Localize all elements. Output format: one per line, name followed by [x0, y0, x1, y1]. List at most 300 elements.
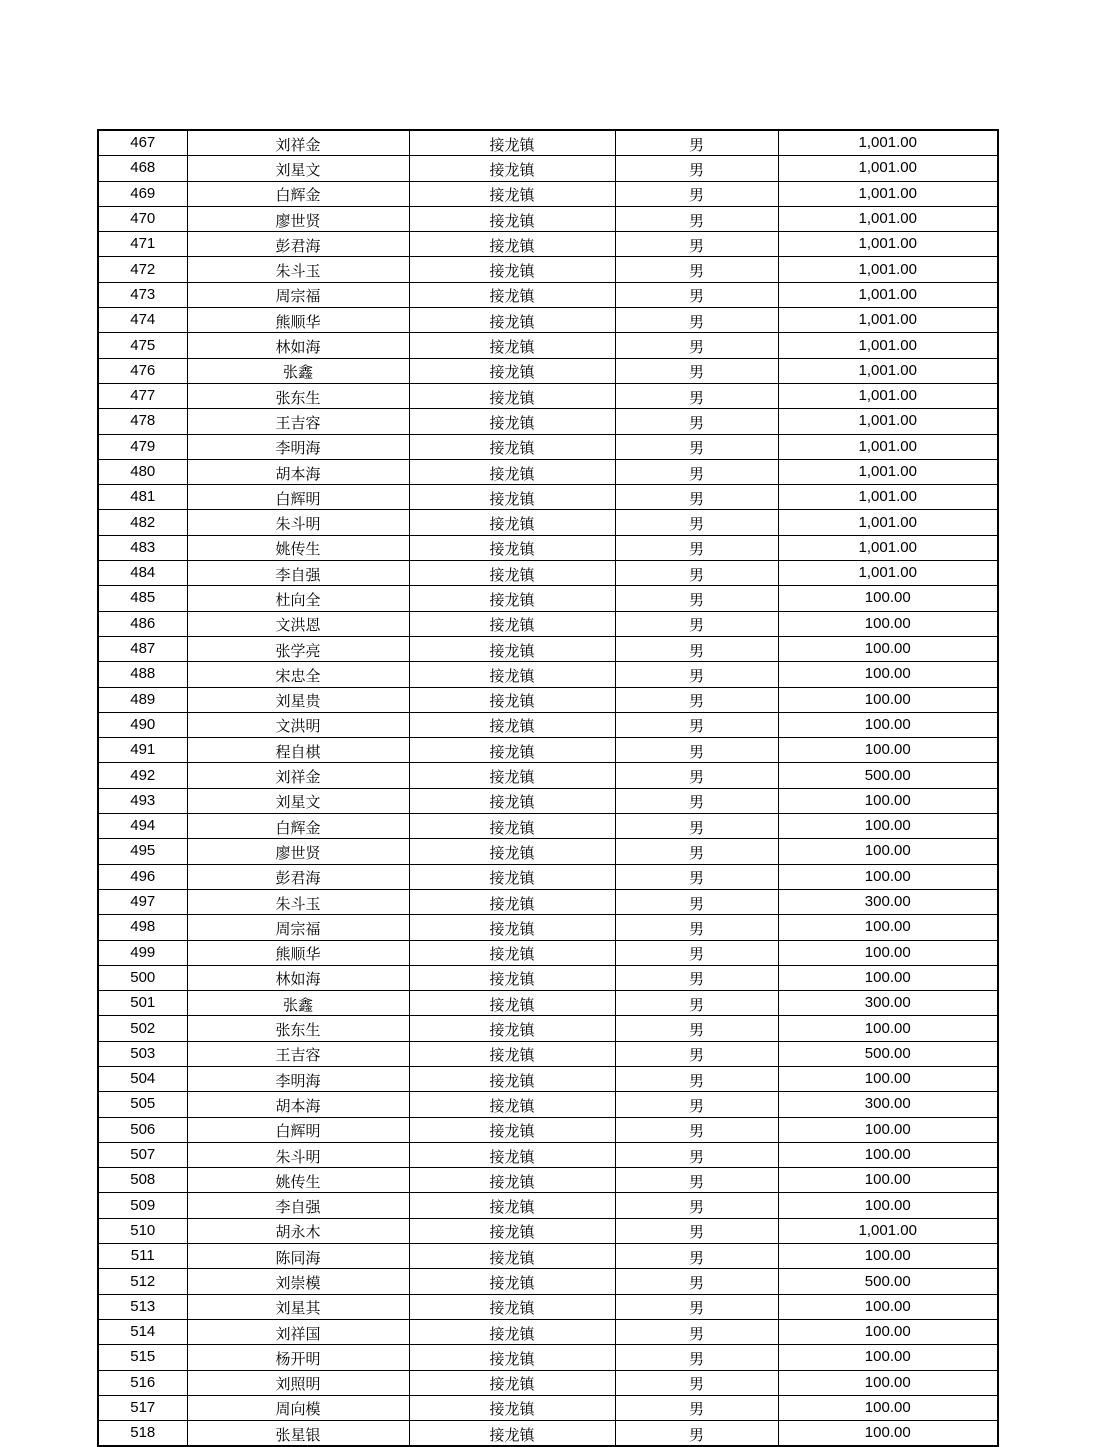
table-row — [98, 181, 998, 206]
name-cell: 陈同海 — [187, 1244, 409, 1269]
town-cell: 接龙镇 — [409, 206, 615, 231]
row-number-cell: 511 — [98, 1244, 187, 1269]
gender-cell: 男 — [615, 1269, 778, 1294]
row-number-cell: 468 — [98, 156, 187, 181]
town-cell: 接龙镇 — [409, 940, 615, 965]
town-cell: 接龙镇 — [409, 1370, 615, 1395]
name-cell: 周宗福 — [187, 915, 409, 940]
name-cell: 朱斗玉 — [187, 889, 409, 914]
name-cell: 周向模 — [187, 1395, 409, 1420]
gender-cell: 男 — [615, 1016, 778, 1041]
name-cell: 白辉金 — [187, 181, 409, 206]
row-number-cell: 492 — [98, 763, 187, 788]
amount-cell: 100.00 — [778, 1117, 998, 1142]
table-row — [98, 864, 998, 889]
gender-cell: 男 — [615, 561, 778, 586]
gender-cell: 男 — [615, 839, 778, 864]
row-number-cell: 515 — [98, 1345, 187, 1370]
table-row — [98, 130, 998, 156]
town-cell: 接龙镇 — [409, 738, 615, 763]
row-number-cell: 504 — [98, 1066, 187, 1091]
row-number-cell: 507 — [98, 1142, 187, 1167]
amount-cell: 100.00 — [778, 1016, 998, 1041]
name-cell: 李自强 — [187, 561, 409, 586]
row-number-cell: 474 — [98, 308, 187, 333]
gender-cell: 男 — [615, 358, 778, 383]
town-cell: 接龙镇 — [409, 156, 615, 181]
gender-cell: 男 — [615, 662, 778, 687]
name-cell: 刘星文 — [187, 156, 409, 181]
row-number-cell: 493 — [98, 788, 187, 813]
table-row — [98, 763, 998, 788]
table-row — [98, 586, 998, 611]
amount-cell: 1,001.00 — [778, 535, 998, 560]
name-cell: 文洪明 — [187, 712, 409, 737]
town-cell: 接龙镇 — [409, 1092, 615, 1117]
name-cell: 廖世贤 — [187, 839, 409, 864]
gender-cell: 男 — [615, 1395, 778, 1420]
town-cell: 接龙镇 — [409, 1395, 615, 1420]
row-number-cell: 485 — [98, 586, 187, 611]
table-row — [98, 1117, 998, 1142]
table-row — [98, 1066, 998, 1091]
amount-cell: 1,001.00 — [778, 1218, 998, 1243]
gender-cell: 男 — [615, 1193, 778, 1218]
town-cell: 接龙镇 — [409, 991, 615, 1016]
name-cell: 熊顺华 — [187, 308, 409, 333]
amount-cell: 1,001.00 — [778, 409, 998, 434]
gender-cell: 男 — [615, 965, 778, 990]
table-row — [98, 358, 998, 383]
amount-cell: 100.00 — [778, 738, 998, 763]
town-cell: 接龙镇 — [409, 485, 615, 510]
gender-cell: 男 — [615, 459, 778, 484]
town-cell: 接龙镇 — [409, 1041, 615, 1066]
town-cell: 接龙镇 — [409, 1117, 615, 1142]
row-number-cell: 490 — [98, 712, 187, 737]
name-cell: 张鑫 — [187, 991, 409, 1016]
gender-cell: 男 — [615, 409, 778, 434]
row-number-cell: 512 — [98, 1269, 187, 1294]
name-cell: 白辉明 — [187, 485, 409, 510]
name-cell: 林如海 — [187, 333, 409, 358]
name-cell: 张东生 — [187, 383, 409, 408]
town-cell: 接龙镇 — [409, 611, 615, 636]
town-cell: 接龙镇 — [409, 1066, 615, 1091]
row-number-cell: 514 — [98, 1319, 187, 1344]
name-cell: 程自棋 — [187, 738, 409, 763]
row-number-cell: 503 — [98, 1041, 187, 1066]
row-number-cell: 487 — [98, 636, 187, 661]
amount-cell: 1,001.00 — [778, 333, 998, 358]
row-number-cell: 500 — [98, 965, 187, 990]
row-number-cell: 470 — [98, 206, 187, 231]
row-number-cell: 516 — [98, 1370, 187, 1395]
town-cell: 接龙镇 — [409, 1269, 615, 1294]
amount-cell: 1,001.00 — [778, 308, 998, 333]
name-cell: 李明海 — [187, 434, 409, 459]
amount-cell: 100.00 — [778, 1168, 998, 1193]
table-row — [98, 1269, 998, 1294]
table-row — [98, 889, 998, 914]
amount-cell: 100.00 — [778, 915, 998, 940]
gender-cell: 男 — [615, 763, 778, 788]
row-number-cell: 509 — [98, 1193, 187, 1218]
gender-cell: 男 — [615, 510, 778, 535]
town-cell: 接龙镇 — [409, 1319, 615, 1344]
gender-cell: 男 — [615, 308, 778, 333]
amount-cell: 300.00 — [778, 1092, 998, 1117]
town-cell: 接龙镇 — [409, 889, 615, 914]
table-row — [98, 940, 998, 965]
gender-cell: 男 — [615, 130, 778, 156]
row-number-cell: 481 — [98, 485, 187, 510]
town-cell: 接龙镇 — [409, 788, 615, 813]
name-cell: 杨开明 — [187, 1345, 409, 1370]
amount-cell: 100.00 — [778, 611, 998, 636]
row-number-cell: 480 — [98, 459, 187, 484]
name-cell: 胡本海 — [187, 1092, 409, 1117]
table-row — [98, 788, 998, 813]
name-cell: 廖世贤 — [187, 206, 409, 231]
table-row — [98, 409, 998, 434]
name-cell: 刘崇模 — [187, 1269, 409, 1294]
table-row — [98, 434, 998, 459]
table-row — [98, 1421, 998, 1447]
row-number-cell: 494 — [98, 814, 187, 839]
name-cell: 张星银 — [187, 1421, 409, 1447]
row-number-cell: 495 — [98, 839, 187, 864]
table-row — [98, 712, 998, 737]
gender-cell: 男 — [615, 788, 778, 813]
table-row — [98, 1319, 998, 1344]
gender-cell: 男 — [615, 636, 778, 661]
town-cell: 接龙镇 — [409, 409, 615, 434]
row-number-cell: 501 — [98, 991, 187, 1016]
name-cell: 姚传生 — [187, 1168, 409, 1193]
amount-cell: 500.00 — [778, 763, 998, 788]
amount-cell: 1,001.00 — [778, 434, 998, 459]
table-row — [98, 1395, 998, 1420]
name-cell: 刘星贵 — [187, 687, 409, 712]
name-cell: 彭君海 — [187, 864, 409, 889]
row-number-cell: 479 — [98, 434, 187, 459]
name-cell: 张学亮 — [187, 636, 409, 661]
amount-cell: 100.00 — [778, 1244, 998, 1269]
table-row — [98, 1370, 998, 1395]
name-cell: 姚传生 — [187, 535, 409, 560]
amount-cell: 100.00 — [778, 788, 998, 813]
gender-cell: 男 — [615, 232, 778, 257]
gender-cell: 男 — [615, 485, 778, 510]
amount-cell: 100.00 — [778, 687, 998, 712]
row-number-cell: 496 — [98, 864, 187, 889]
amount-cell: 100.00 — [778, 814, 998, 839]
row-number-cell: 467 — [98, 130, 187, 156]
name-cell: 刘照明 — [187, 1370, 409, 1395]
row-number-cell: 510 — [98, 1218, 187, 1243]
table-row — [98, 459, 998, 484]
amount-cell: 100.00 — [778, 636, 998, 661]
name-cell: 王吉容 — [187, 409, 409, 434]
data-table — [97, 129, 999, 1447]
row-number-cell: 517 — [98, 1395, 187, 1420]
gender-cell: 男 — [615, 181, 778, 206]
gender-cell: 男 — [615, 383, 778, 408]
town-cell: 接龙镇 — [409, 459, 615, 484]
row-number-cell: 518 — [98, 1421, 187, 1447]
table-row — [98, 738, 998, 763]
town-cell: 接龙镇 — [409, 1345, 615, 1370]
amount-cell: 100.00 — [778, 712, 998, 737]
amount-cell: 500.00 — [778, 1041, 998, 1066]
name-cell: 白辉明 — [187, 1117, 409, 1142]
amount-cell: 100.00 — [778, 1345, 998, 1370]
row-number-cell: 471 — [98, 232, 187, 257]
amount-cell: 300.00 — [778, 991, 998, 1016]
amount-cell: 500.00 — [778, 1269, 998, 1294]
table-row — [98, 535, 998, 560]
town-cell: 接龙镇 — [409, 383, 615, 408]
row-number-cell: 476 — [98, 358, 187, 383]
amount-cell: 100.00 — [778, 1142, 998, 1167]
name-cell: 文洪恩 — [187, 611, 409, 636]
town-cell: 接龙镇 — [409, 282, 615, 307]
town-cell: 接龙镇 — [409, 232, 615, 257]
row-number-cell: 484 — [98, 561, 187, 586]
row-number-cell: 498 — [98, 915, 187, 940]
name-cell: 刘星文 — [187, 788, 409, 813]
gender-cell: 男 — [615, 991, 778, 1016]
name-cell: 胡本海 — [187, 459, 409, 484]
name-cell: 刘祥金 — [187, 130, 409, 156]
table-row — [98, 308, 998, 333]
name-cell: 白辉金 — [187, 814, 409, 839]
table-row — [98, 1092, 998, 1117]
row-number-cell: 513 — [98, 1294, 187, 1319]
table-row — [98, 1041, 998, 1066]
gender-cell: 男 — [615, 586, 778, 611]
town-cell: 接龙镇 — [409, 434, 615, 459]
amount-cell: 100.00 — [778, 1421, 998, 1447]
row-number-cell: 472 — [98, 257, 187, 282]
town-cell: 接龙镇 — [409, 864, 615, 889]
gender-cell: 男 — [615, 206, 778, 231]
name-cell: 胡永木 — [187, 1218, 409, 1243]
row-number-cell: 477 — [98, 383, 187, 408]
town-cell: 接龙镇 — [409, 814, 615, 839]
table-row — [98, 636, 998, 661]
town-cell: 接龙镇 — [409, 130, 615, 156]
name-cell: 刘祥金 — [187, 763, 409, 788]
amount-cell: 1,001.00 — [778, 561, 998, 586]
row-number-cell: 483 — [98, 535, 187, 560]
gender-cell: 男 — [615, 738, 778, 763]
town-cell: 接龙镇 — [409, 308, 615, 333]
amount-cell: 100.00 — [778, 864, 998, 889]
table-row — [98, 232, 998, 257]
row-number-cell: 473 — [98, 282, 187, 307]
table-row — [98, 965, 998, 990]
town-cell: 接龙镇 — [409, 763, 615, 788]
town-cell: 接龙镇 — [409, 662, 615, 687]
table-row — [98, 662, 998, 687]
name-cell: 李明海 — [187, 1066, 409, 1091]
gender-cell: 男 — [615, 257, 778, 282]
name-cell: 朱斗明 — [187, 1142, 409, 1167]
amount-cell: 1,001.00 — [778, 206, 998, 231]
amount-cell: 1,001.00 — [778, 282, 998, 307]
town-cell: 接龙镇 — [409, 535, 615, 560]
gender-cell: 男 — [615, 1168, 778, 1193]
town-cell: 接龙镇 — [409, 1193, 615, 1218]
gender-cell: 男 — [615, 1066, 778, 1091]
row-number-cell: 486 — [98, 611, 187, 636]
table-row — [98, 282, 998, 307]
name-cell: 林如海 — [187, 965, 409, 990]
town-cell: 接龙镇 — [409, 561, 615, 586]
gender-cell: 男 — [615, 712, 778, 737]
table-row — [98, 257, 998, 282]
row-number-cell: 489 — [98, 687, 187, 712]
amount-cell: 1,001.00 — [778, 383, 998, 408]
amount-cell: 100.00 — [778, 965, 998, 990]
town-cell: 接龙镇 — [409, 1218, 615, 1243]
town-cell: 接龙镇 — [409, 1294, 615, 1319]
gender-cell: 男 — [615, 1244, 778, 1269]
table-row — [98, 156, 998, 181]
table-row — [98, 687, 998, 712]
town-cell: 接龙镇 — [409, 1244, 615, 1269]
table-row — [98, 839, 998, 864]
row-number-cell: 499 — [98, 940, 187, 965]
amount-cell: 100.00 — [778, 1319, 998, 1344]
row-number-cell: 488 — [98, 662, 187, 687]
row-number-cell: 469 — [98, 181, 187, 206]
gender-cell: 男 — [615, 1092, 778, 1117]
row-number-cell: 475 — [98, 333, 187, 358]
table-row — [98, 814, 998, 839]
amount-cell: 1,001.00 — [778, 459, 998, 484]
town-cell: 接龙镇 — [409, 965, 615, 990]
table-row — [98, 510, 998, 535]
amount-cell: 1,001.00 — [778, 510, 998, 535]
row-number-cell: 482 — [98, 510, 187, 535]
table-row — [98, 1218, 998, 1243]
amount-cell: 100.00 — [778, 1066, 998, 1091]
town-cell: 接龙镇 — [409, 1168, 615, 1193]
amount-cell: 300.00 — [778, 889, 998, 914]
table-row — [98, 383, 998, 408]
gender-cell: 男 — [615, 1142, 778, 1167]
town-cell: 接龙镇 — [409, 636, 615, 661]
amount-cell: 100.00 — [778, 1370, 998, 1395]
gender-cell: 男 — [615, 1117, 778, 1142]
row-number-cell: 497 — [98, 889, 187, 914]
name-cell: 王吉容 — [187, 1041, 409, 1066]
name-cell: 彭君海 — [187, 232, 409, 257]
town-cell: 接龙镇 — [409, 1016, 615, 1041]
table-row — [98, 561, 998, 586]
amount-cell: 1,001.00 — [778, 156, 998, 181]
gender-cell: 男 — [615, 156, 778, 181]
gender-cell: 男 — [615, 1041, 778, 1066]
town-cell: 接龙镇 — [409, 712, 615, 737]
amount-cell: 100.00 — [778, 1193, 998, 1218]
amount-cell: 100.00 — [778, 1294, 998, 1319]
gender-cell: 男 — [615, 1345, 778, 1370]
town-cell: 接龙镇 — [409, 687, 615, 712]
table-row — [98, 915, 998, 940]
name-cell: 张东生 — [187, 1016, 409, 1041]
name-cell: 刘星其 — [187, 1294, 409, 1319]
table-row — [98, 485, 998, 510]
amount-cell: 1,001.00 — [778, 257, 998, 282]
table-body — [98, 130, 998, 1446]
gender-cell: 男 — [615, 889, 778, 914]
gender-cell: 男 — [615, 611, 778, 636]
name-cell: 朱斗玉 — [187, 257, 409, 282]
gender-cell: 男 — [615, 864, 778, 889]
row-number-cell: 491 — [98, 738, 187, 763]
table-row — [98, 1016, 998, 1041]
gender-cell: 男 — [615, 915, 778, 940]
gender-cell: 男 — [615, 1421, 778, 1447]
amount-cell: 1,001.00 — [778, 485, 998, 510]
name-cell: 朱斗明 — [187, 510, 409, 535]
name-cell: 熊顺华 — [187, 940, 409, 965]
amount-cell: 100.00 — [778, 586, 998, 611]
table-row — [98, 1193, 998, 1218]
gender-cell: 男 — [615, 1294, 778, 1319]
table-row — [98, 991, 998, 1016]
town-cell: 接龙镇 — [409, 181, 615, 206]
town-cell: 接龙镇 — [409, 333, 615, 358]
table-row — [98, 333, 998, 358]
town-cell: 接龙镇 — [409, 1142, 615, 1167]
amount-cell: 1,001.00 — [778, 232, 998, 257]
name-cell: 宋忠全 — [187, 662, 409, 687]
table-row — [98, 1294, 998, 1319]
amount-cell: 100.00 — [778, 940, 998, 965]
table-row — [98, 1244, 998, 1269]
table-row — [98, 611, 998, 636]
name-cell: 李自强 — [187, 1193, 409, 1218]
row-number-cell: 505 — [98, 1092, 187, 1117]
town-cell: 接龙镇 — [409, 257, 615, 282]
table-row — [98, 1142, 998, 1167]
amount-cell: 100.00 — [778, 839, 998, 864]
town-cell: 接龙镇 — [409, 510, 615, 535]
amount-cell: 1,001.00 — [778, 358, 998, 383]
row-number-cell: 508 — [98, 1168, 187, 1193]
town-cell: 接龙镇 — [409, 839, 615, 864]
name-cell: 杜向全 — [187, 586, 409, 611]
row-number-cell: 502 — [98, 1016, 187, 1041]
amount-cell: 1,001.00 — [778, 181, 998, 206]
gender-cell: 男 — [615, 814, 778, 839]
town-cell: 接龙镇 — [409, 1421, 615, 1447]
gender-cell: 男 — [615, 1218, 778, 1243]
gender-cell: 男 — [615, 535, 778, 560]
table-row — [98, 206, 998, 231]
amount-cell: 1,001.00 — [778, 130, 998, 156]
gender-cell: 男 — [615, 687, 778, 712]
name-cell: 刘祥国 — [187, 1319, 409, 1344]
gender-cell: 男 — [615, 940, 778, 965]
town-cell: 接龙镇 — [409, 586, 615, 611]
town-cell: 接龙镇 — [409, 358, 615, 383]
